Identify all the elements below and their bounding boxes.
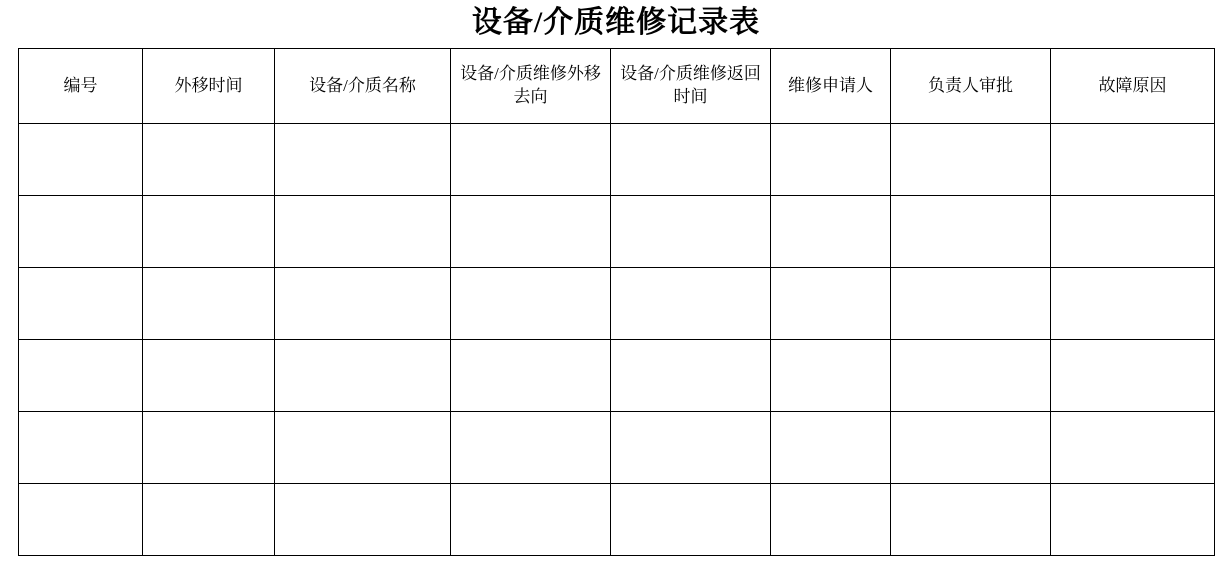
- cell-fault-reason[interactable]: [1051, 124, 1215, 196]
- column-header-fault-reason: 故障原因: [1051, 49, 1215, 124]
- column-header-move-out-time: 外移时间: [143, 49, 275, 124]
- cell-approver[interactable]: [891, 124, 1051, 196]
- cell-device-name[interactable]: [275, 196, 451, 268]
- cell-applicant[interactable]: [771, 268, 891, 340]
- cell-id[interactable]: [19, 340, 143, 412]
- column-header-applicant: 维修申请人: [771, 49, 891, 124]
- cell-return-time[interactable]: [611, 196, 771, 268]
- cell-approver[interactable]: [891, 340, 1051, 412]
- column-header-approver: 负责人审批: [891, 49, 1051, 124]
- cell-applicant[interactable]: [771, 340, 891, 412]
- cell-return-time[interactable]: [611, 268, 771, 340]
- cell-return-time[interactable]: [611, 340, 771, 412]
- column-header-device-name: 设备/介质名称: [275, 49, 451, 124]
- cell-move-out-time[interactable]: [143, 340, 275, 412]
- table-header: [19, 49, 1215, 124]
- table-row: [19, 340, 1215, 412]
- cell-applicant[interactable]: [771, 124, 891, 196]
- table-header-row: [19, 49, 1215, 124]
- cell-repair-destination[interactable]: [451, 196, 611, 268]
- cell-device-name[interactable]: [275, 484, 451, 556]
- cell-id[interactable]: [19, 412, 143, 484]
- cell-return-time[interactable]: [611, 484, 771, 556]
- cell-id[interactable]: [19, 196, 143, 268]
- cell-repair-destination[interactable]: [451, 412, 611, 484]
- cell-return-time[interactable]: [611, 124, 771, 196]
- cell-applicant[interactable]: [771, 412, 891, 484]
- cell-applicant[interactable]: [771, 484, 891, 556]
- cell-move-out-time[interactable]: [143, 268, 275, 340]
- table-container: [0, 48, 1232, 556]
- column-header-repair-destination: 设备/介质维修外移去向: [451, 49, 611, 124]
- cell-id[interactable]: [19, 124, 143, 196]
- table-row: [19, 124, 1215, 196]
- cell-fault-reason[interactable]: [1051, 340, 1215, 412]
- cell-fault-reason[interactable]: [1051, 268, 1215, 340]
- cell-applicant[interactable]: [771, 196, 891, 268]
- cell-approver[interactable]: [891, 196, 1051, 268]
- cell-approver[interactable]: [891, 412, 1051, 484]
- maintenance-record-table: [18, 48, 1215, 556]
- column-header-return-time: 设备/介质维修返回时间: [611, 49, 771, 124]
- cell-move-out-time[interactable]: [143, 484, 275, 556]
- page-title: 设备/介质维修记录表: [471, 6, 761, 39]
- cell-device-name[interactable]: [275, 412, 451, 484]
- cell-fault-reason[interactable]: [1051, 196, 1215, 268]
- cell-fault-reason[interactable]: [1051, 412, 1215, 484]
- cell-repair-destination[interactable]: [451, 124, 611, 196]
- cell-repair-destination[interactable]: [451, 268, 611, 340]
- table-body: [19, 124, 1215, 556]
- cell-id[interactable]: [19, 268, 143, 340]
- cell-repair-destination[interactable]: [451, 484, 611, 556]
- cell-move-out-time[interactable]: [143, 196, 275, 268]
- cell-return-time[interactable]: [611, 412, 771, 484]
- cell-approver[interactable]: [891, 484, 1051, 556]
- cell-device-name[interactable]: [275, 124, 451, 196]
- cell-move-out-time[interactable]: [143, 124, 275, 196]
- cell-approver[interactable]: [891, 268, 1051, 340]
- cell-device-name[interactable]: [275, 340, 451, 412]
- cell-repair-destination[interactable]: [451, 340, 611, 412]
- table-row: [19, 196, 1215, 268]
- table-row: [19, 268, 1215, 340]
- cell-fault-reason[interactable]: [1051, 484, 1215, 556]
- table-row: [19, 412, 1215, 484]
- table-row: [19, 484, 1215, 556]
- cell-id[interactable]: [19, 484, 143, 556]
- cell-device-name[interactable]: [275, 268, 451, 340]
- column-header-id: 编号: [19, 49, 143, 124]
- cell-move-out-time[interactable]: [143, 412, 275, 484]
